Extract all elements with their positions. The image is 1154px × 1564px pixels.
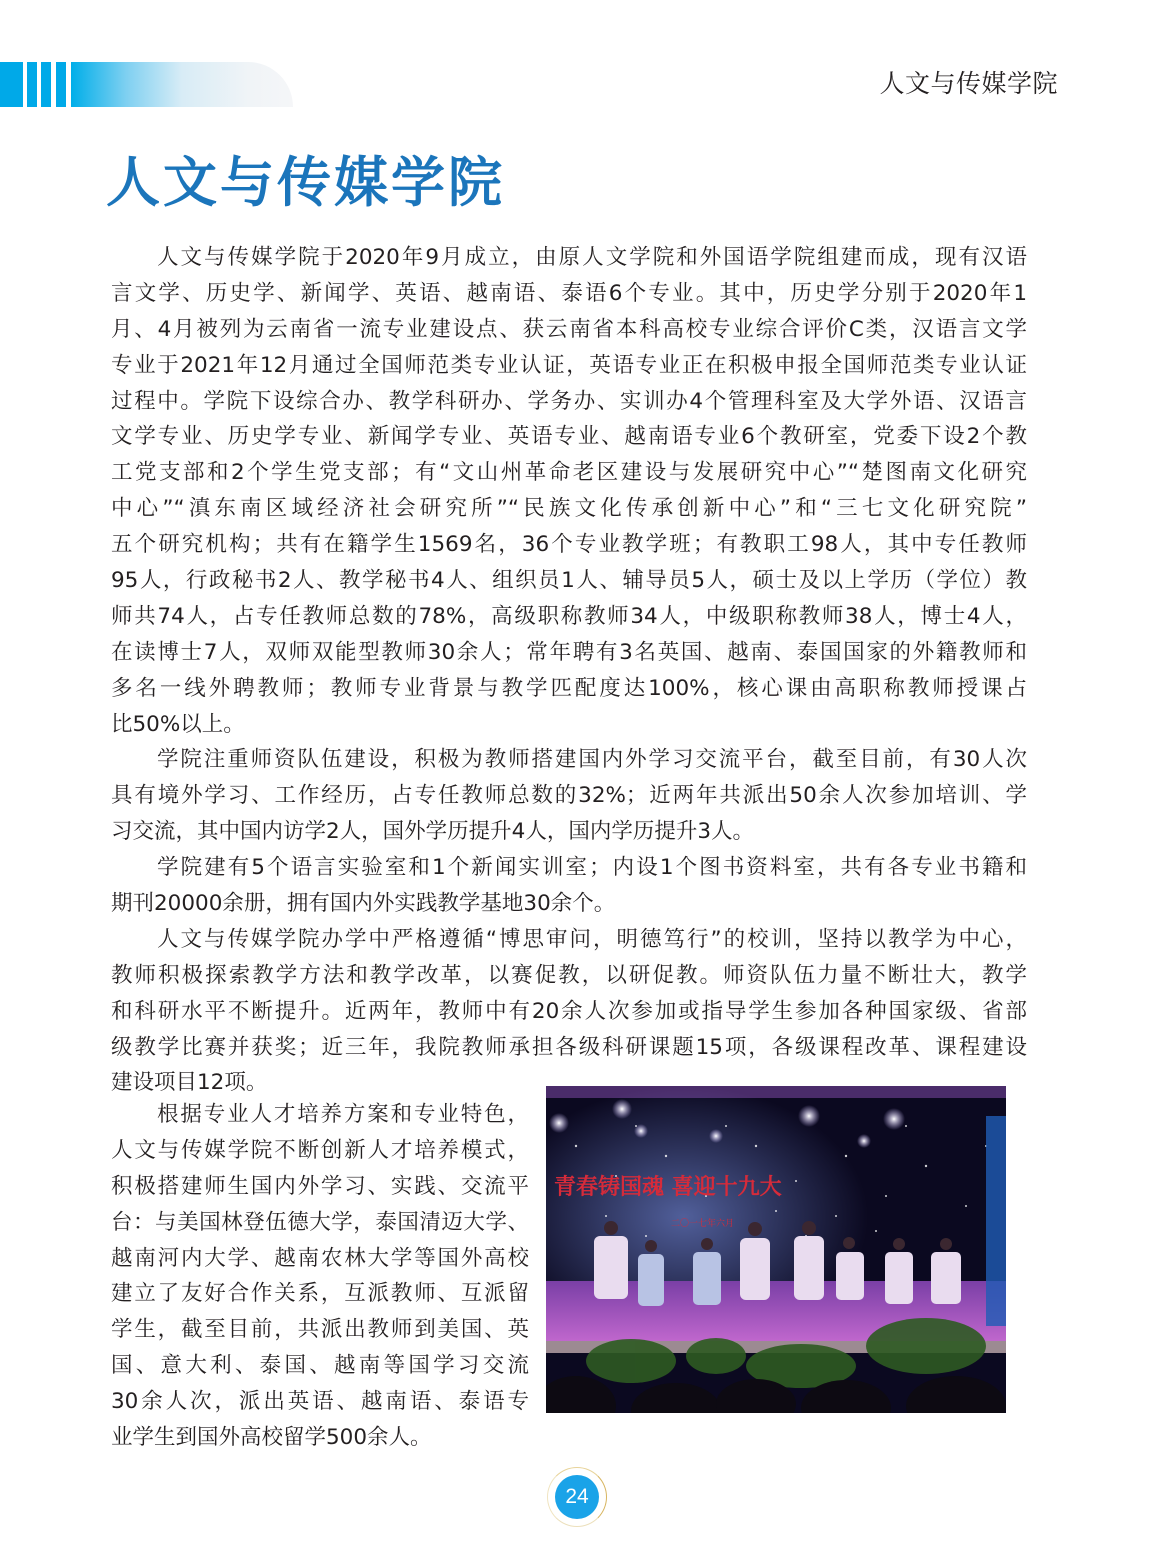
paragraph-intro xyxy=(111,240,1027,742)
text-line: 学院注重师资队伍建设，积极为教师搭建国内外学习交流平台，截至目前，有30人次 xyxy=(157,747,1027,773)
text-line: 积极搭建师生国内外学习、实践、交流平 xyxy=(111,1173,529,1199)
photo-banner-subtext: 二〇一七年六月 xyxy=(671,1219,735,1229)
header-bar-gradient xyxy=(71,62,293,107)
text-line: 台：与美国林登伍德大学，泰国清迈大学、 xyxy=(111,1209,529,1235)
text-line: 学生，截至目前，共派出教师到美国、英 xyxy=(111,1317,529,1343)
text-line: 在读博士7人，双师双能型教师30余人；常年聘有3名英国、越南、泰国国家的外籍教师和 xyxy=(111,639,1027,665)
text-line: 学院建有5个语言实验室和1个新闻实训室；内设1个图书资料室，共有各专业书籍和 xyxy=(157,855,1027,881)
text-line: 师共74人，占专任教师总数的78%，高级职称教师34人，中级职称教师38人，博士4人， xyxy=(111,603,1027,629)
header-bar-block xyxy=(0,62,23,107)
text-line: 中心”“滇东南区域经济社会研究所”“民族文化传承创新中心”和“三七文化研究院” xyxy=(111,496,1027,522)
text-line: 越南河内大学、越南农林大学等国外高校 xyxy=(111,1245,529,1271)
paragraph-faculty xyxy=(111,742,1027,850)
text-line: 根据专业人才培养方案和专业特色， xyxy=(157,1102,529,1127)
paragraph-facilities xyxy=(111,850,1027,922)
text-line: 教师积极探索教学方法和教学改革，以赛促教，以研促教。师资队伍力量不断壮大，教学 xyxy=(111,962,1027,988)
text-line: 五个研究机构；共有在籍学生1569名，36个专业教学班；有教职工98人，其中专任教师 xyxy=(111,532,1027,558)
text-line: 多名一线外聘教师；教师专业背景与教学匹配度达100%，核心课由高职称教师授课占 xyxy=(111,675,1027,701)
text-line: 文学专业、历史学专业、新闻学专业、英语专业、越南语专业6个教研室，党委下设2个教 xyxy=(111,424,1027,450)
header-bar-stripe xyxy=(56,62,66,107)
running-head: 人文与传媒学院 xyxy=(879,69,1058,98)
text-line: 人文与传媒学院于2020年9月成立，由原人文学院和外国语学院组建而成，现有汉语 xyxy=(157,245,1027,270)
body-text xyxy=(111,240,1027,1101)
text-line: 言文学、历史学、新闻学、英语、越南语、泰语6个专业。其中，历史学分别于2020年1 xyxy=(111,280,1027,306)
header-decorative-bar xyxy=(0,62,295,107)
text-line: 95人，行政秘书2人、教学秘书4人、组织员1人、辅导员5人，硕士及以上学历（学位）教 xyxy=(111,568,1027,594)
paragraph-international xyxy=(111,1097,529,1456)
page-number-badge xyxy=(547,1467,607,1527)
text-line: 习交流，其中国内访学2人，国外学历提升4人，国内学历提升3人。 xyxy=(111,819,755,845)
text-line: 业学生到国外高校留学500余人。 xyxy=(111,1425,432,1451)
text-line: 期刊20000余册，拥有国内外实践教学基地30余个。 xyxy=(111,891,616,917)
text-line: 比50%以上。 xyxy=(111,711,245,737)
header-bar-stripe xyxy=(41,62,51,107)
text-line: 级教学比赛并获奖；近三年，我院教师承担各级科研课题15项，各级课程改革、课程建设 xyxy=(111,1034,1027,1060)
photo-banner-text: 青春铸国魂 喜迎十九大 xyxy=(554,1175,782,1200)
text-line: 国、意大利、泰国、越南等国学习交流 xyxy=(111,1353,529,1379)
text-line: 月、4月被列为云南省一流专业建设点、获云南省本科高校专业综合评价C类，汉语言文学 xyxy=(111,316,1027,342)
header-bar-stripe xyxy=(27,62,37,107)
text-line: 具有境外学习、工作经历，占专任教师总数的32%；近两年共派出50余人次参加培训、学 xyxy=(111,783,1027,809)
text-line: 30余人次，派出英语、越南语、泰语专 xyxy=(111,1389,529,1415)
text-line: 人文与传媒学院办学中严格遵循“博思审问，明德笃行”的校训，坚持以教学为中心， xyxy=(157,926,1027,952)
text-line: 工党支部和2个学生党支部；有“文山州革命老区建设与发展研究中心”“楚图南文化研究 xyxy=(111,460,1027,486)
text-line: 过程中。学院下设综合办、教学科研办、学务办、实训办4个管理科室及大学外语、汉语言 xyxy=(111,388,1027,414)
page-number: 24 xyxy=(555,1475,599,1519)
text-line: 建立了友好合作关系，互派教师、互派留 xyxy=(111,1281,529,1307)
text-line: 人文与传媒学院不断创新人才培养模式， xyxy=(111,1137,529,1163)
photo-illustration xyxy=(546,1086,1006,1413)
paragraph-teaching xyxy=(111,922,1027,1101)
text-line: 和科研水平不断提升。近两年，教师中有20余人次参加或指导学生参加各种国家级、省部 xyxy=(111,998,1027,1024)
stage-performance-photo xyxy=(546,1086,1006,1413)
text-line: 建设项目12项。 xyxy=(111,1070,268,1096)
page-title: 人文与传媒学院 xyxy=(106,151,505,214)
text-line: 专业于2021年12月通过全国师范类专业认证，英语专业正在积极申报全国师范类专业认证 xyxy=(111,352,1027,378)
